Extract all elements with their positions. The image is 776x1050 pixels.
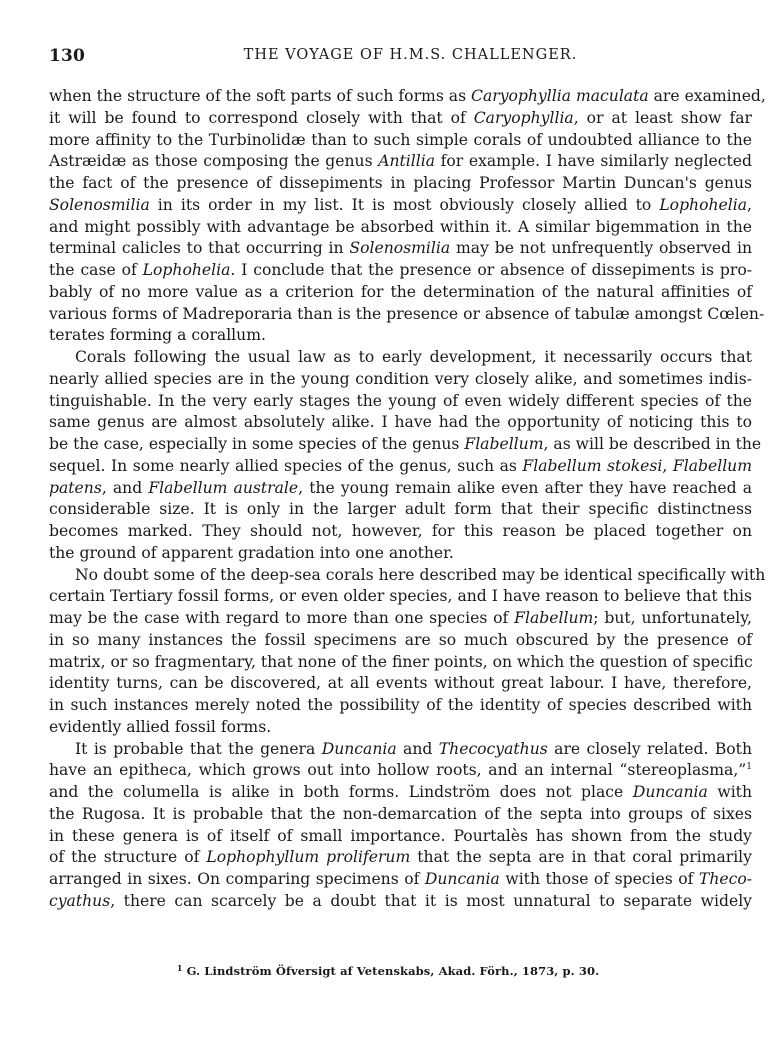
text-run: identity turns, can be discovered, at all events without great labour. I have, therefore, (49, 674, 752, 693)
text-run: , and (101, 478, 149, 497)
text-run: No doubt some of the deep-sea corals here described may be identical specifically with (75, 565, 766, 584)
text-line (49, 369, 752, 391)
text-run: various forms of Madreporaria than is the presence or absence of tabulæ amongst Cœlen- (49, 304, 765, 323)
italic-term: Solenosmilia (349, 239, 451, 258)
text-run: are examined, (648, 87, 766, 105)
italic-term: Antillia (378, 152, 436, 171)
text-run: with those of species of (499, 870, 699, 888)
text-run: in so many instances the fossil specimens are so much obscured by the presence of (49, 630, 752, 649)
text-line (49, 173, 752, 195)
text-run: that the septa are in that coral primarily (410, 848, 752, 867)
text-run: , (747, 195, 752, 214)
text-line (49, 521, 752, 543)
footnote-reference: 1 (746, 762, 752, 773)
italic-term: Solenosmilia (49, 195, 150, 214)
text-line (49, 238, 752, 260)
text-line (49, 151, 752, 173)
text-run: It is probable that the genera (75, 739, 322, 758)
italic-term: Flabellum australe (148, 478, 299, 497)
text-line (49, 586, 752, 608)
text-line (49, 282, 752, 304)
text-run: in such instances merely noted the possibility of the identity of species described with (49, 696, 752, 714)
text-line (49, 478, 752, 500)
text-run: terates forming a corallum. (49, 326, 266, 345)
text-run: Astræidæ as those composing the genus (49, 152, 379, 171)
text-line (49, 86, 766, 108)
italic-term: Caryophyllia (473, 108, 574, 127)
text-line (49, 260, 752, 282)
text-line (49, 782, 752, 804)
text-run: nearly allied species are in the young condition very closely alike, and sometimes indis- (49, 369, 752, 388)
italic-term: Duncania (632, 783, 708, 801)
text-run: the case of (49, 261, 143, 279)
text-line (49, 608, 752, 630)
footnote (0, 963, 776, 978)
text-line (49, 630, 752, 652)
text-line (49, 325, 752, 347)
text-run: may be the case with regard to more than one species of (49, 609, 515, 627)
text-line (49, 869, 752, 891)
text-line (49, 434, 762, 456)
text-run: and might possibly with advantage be absorbed within it. A similar bigemmation in the (49, 217, 752, 236)
text-run: of the structure of (49, 848, 207, 867)
page-number: 130 (49, 46, 86, 66)
text-run: the ground of apparent gradation into one another. (49, 543, 454, 562)
text-run: in its order in my list. It is most obviously closely allied to (149, 195, 660, 214)
text-run: , (662, 456, 673, 475)
text-line (49, 543, 752, 565)
italic-term: Flabellum (464, 435, 544, 453)
text-line (49, 826, 752, 848)
text-run: ; but, unfortunately, (593, 609, 752, 627)
text-run: , the young remain alike even after they have reached a (298, 478, 753, 497)
running-title: THE VOYAGE OF H.M.S. CHALLENGER. (243, 47, 578, 63)
text-run: be the case, especially in some species of the genus (49, 435, 465, 453)
text-run: with (707, 783, 752, 801)
text-run: it will be found to correspond closely with that of (49, 108, 474, 127)
text-run: more affinity to the Turbinolidæ than to such simple corals of undoubted alliance to the (49, 130, 752, 149)
page-header (49, 46, 752, 70)
text-line (49, 391, 752, 413)
text-line (49, 652, 752, 674)
italic-term: Lophohelia (659, 195, 748, 214)
text-run: may be not unfrequently observed in (450, 239, 752, 258)
italic-term: Caryophyllia maculata (471, 87, 649, 105)
text-line (49, 891, 752, 913)
text-run: matrix, or so fragmentary, that none of the finer points, on which the question of specific (49, 652, 753, 671)
text-run: are closely related. Both (547, 739, 752, 758)
italic-term: Lophophyllum proliferum (206, 848, 411, 867)
text-line (49, 108, 752, 130)
text-run: and (396, 739, 439, 758)
footnote-text: G. Lindström Öfversigt af Vetenskabs, Akad. Förh., 1873, p. 30. (186, 964, 600, 978)
text-run: same genus are almost absolutely alike. I have had the opportunity of noticing this to (49, 413, 752, 432)
text-run: . I conclude that the presence or absence of dissepiments is pro- (230, 261, 752, 279)
italic-term: Flabellum stokesi (522, 456, 663, 475)
italic-term: cyathus (49, 891, 111, 910)
text-run: bably of no more value as a criterion for the determination of the natural affinities of (49, 282, 752, 301)
text-line (49, 456, 752, 478)
text-run: arranged in sixes. On comparing specimens of (49, 870, 425, 888)
text-run: when the structure of the soft parts of such forms as (49, 87, 472, 105)
text-run: for example. I have similarly neglected (435, 152, 752, 171)
text-run: sequel. In some nearly allied species of the genus, such as (49, 456, 523, 475)
text-line (49, 195, 752, 217)
text-line (49, 217, 752, 239)
italic-term: Duncania (321, 739, 397, 758)
italic-term: patens (49, 478, 102, 497)
text-run: have an epitheca, which grows out into hollow roots, and an internal “stereoplasma,” (49, 761, 747, 780)
text-line (49, 673, 752, 695)
text-run: in these genera is of itself of small importance. Pourtalès has shown from the study (49, 826, 752, 845)
text-line (49, 804, 752, 826)
text-line (49, 760, 752, 782)
text-run: evidently allied fossil forms. (49, 717, 272, 736)
text-line (49, 847, 752, 869)
text-line (49, 695, 752, 717)
text-run: certain Tertiary fossil forms, or even older species, and I have reason to believe that this (49, 587, 752, 606)
text-line (49, 739, 752, 761)
text-run: the Rugosa. It is probable that the non-demarcation of the septa into groups of sixes (49, 804, 752, 823)
text-run: terminal calicles to that occurring in (49, 239, 350, 258)
text-run: Corals following the usual law as to early development, it necessarily occurs that (75, 348, 752, 366)
text-line (49, 565, 766, 587)
text-run: and the columella is alike in both forms. Lindström does not place (49, 783, 633, 801)
text-run: , or at least show far (573, 108, 752, 127)
italic-term: Flabellum (514, 609, 594, 627)
italic-term: Lophohelia (142, 261, 231, 279)
text-line (49, 304, 765, 326)
text-run: considerable size. It is only in the larger adult form that their specific distinctness (49, 500, 752, 519)
text-line (49, 347, 752, 369)
italic-term: Thecocyathus (438, 739, 548, 758)
footnote-marker: 1 (176, 963, 183, 973)
italic-term: Theco- (698, 870, 752, 888)
body-text (49, 86, 766, 913)
text-run: the fact of the presence of dissepiments in placing Professor Martin Duncan's genus (49, 174, 752, 192)
italic-term: Flabellum (672, 456, 753, 475)
text-run: becomes marked. They should not, however, for this reason be placed together on (49, 522, 752, 540)
text-line (49, 499, 752, 521)
text-run: tinguishable. In the very early stages the young of even widely different species of the (49, 391, 752, 410)
text-line (49, 130, 752, 152)
text-line (49, 412, 752, 434)
text-line (49, 717, 752, 739)
text-run: , as will be described in the (543, 435, 762, 453)
italic-term: Duncania (424, 870, 500, 888)
text-run: , there can scarcely be a doubt that it is most unnatural to separate widely (110, 891, 752, 910)
